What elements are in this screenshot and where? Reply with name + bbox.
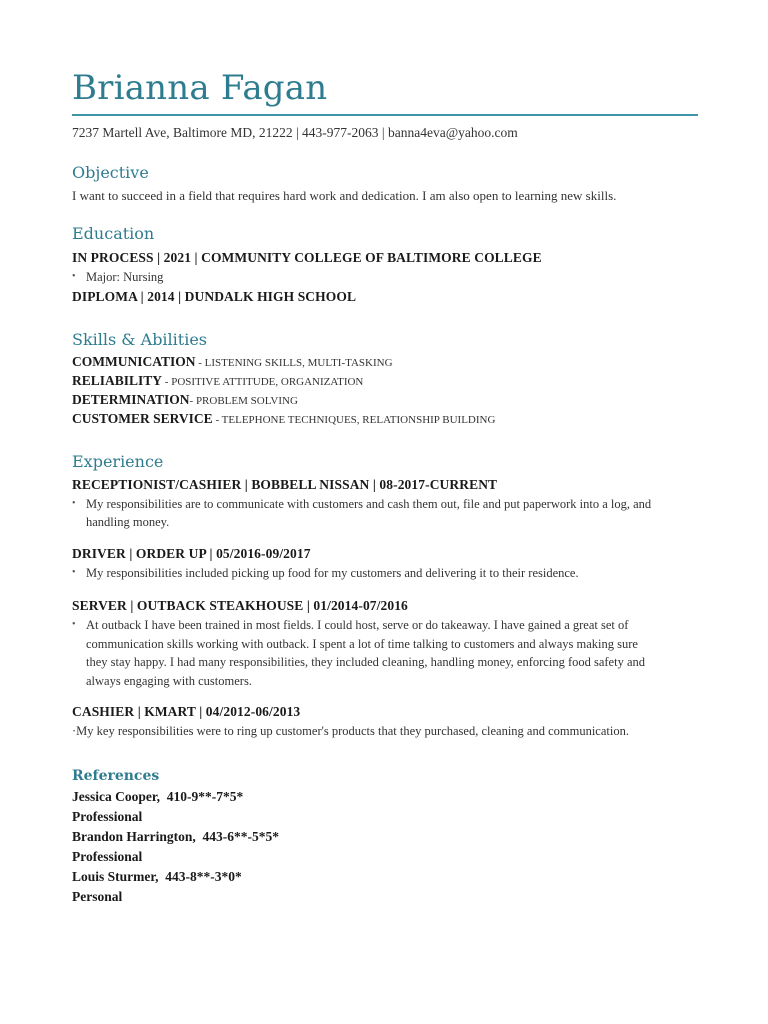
- reference-phone: 443-8**-3*0*: [165, 869, 242, 884]
- bullet-dot: •: [72, 271, 76, 282]
- skill-item: [72, 391, 698, 410]
- experience-bullet: [72, 495, 698, 532]
- references-heading: References: [72, 768, 160, 784]
- experience-entry-title: RECEPTIONIST/CASHIER | BOBBELL NISSAN | 08-2017-CURRENT: [72, 476, 498, 492]
- bullet-dot: •: [72, 619, 76, 630]
- skill-sep: -: [212, 413, 222, 426]
- skills-heading: Skills & Abilities: [72, 329, 208, 349]
- skill-key: COMMUNICATION: [72, 353, 196, 369]
- education-section: [72, 223, 698, 307]
- bullet-text: My responsibilities included picking up food for my customers and delivering it to their residence.: [86, 565, 579, 580]
- skills-section: [72, 329, 698, 429]
- reference-name: Louis Sturmer,: [72, 869, 159, 884]
- skill-key: RELIABILITY: [72, 372, 163, 388]
- bullet-text: always engaging with customers.: [86, 673, 252, 688]
- experience-entry-title: SERVER | OUTBACK STEAKHOUSE | 01/2014-07/2016: [72, 598, 408, 613]
- bullet-text: communication skills working with outback. I spent a lot of time talking to customers and always making sure: [86, 636, 638, 651]
- bullet-text: My responsibilities are to communicate with customers and cash them out, file and put paperwork into a log, and: [86, 496, 652, 511]
- skill-sep: -: [195, 356, 205, 369]
- education-heading: Education: [72, 224, 155, 243]
- skill-item: [72, 353, 698, 372]
- reference-name-line: [72, 867, 698, 887]
- education-detail: [72, 268, 698, 287]
- resume-page: [72, 66, 698, 907]
- skill-value: LISTENING SKILLS, MULTI-TASKING: [204, 356, 393, 369]
- objective-section: [72, 162, 698, 205]
- bullet-text: they stay happy. I had many responsibilities, they included cleaning, handling money, enforcing food safety and: [86, 655, 645, 669]
- reference-name: Brandon Harrington,: [72, 829, 196, 844]
- skill-value: TELEPHONE TECHNIQUES, RELATIONSHIP BUILDING: [221, 413, 496, 426]
- resume-name: Brianna Fagan: [72, 68, 328, 108]
- reference-type: Professional: [72, 809, 143, 824]
- education-entry-title: DIPLOMA | 2014 | DUNDALK HIGH SCHOOL: [72, 288, 357, 304]
- experience-entry-title: DRIVER | ORDER UP | 05/2016-09/2017: [72, 545, 311, 561]
- skill-item: [72, 410, 698, 429]
- reference-phone: 410-9**-7*5*: [166, 789, 244, 804]
- objective-text: I want to succeed in a field that requires hard work and dedication. I am also open to learning new skills.: [72, 188, 617, 203]
- skill-item: [72, 372, 698, 391]
- header-divider: [72, 114, 698, 116]
- bullet-dot: •: [72, 566, 76, 578]
- experience-bullet: [72, 616, 698, 690]
- experience-heading: Experience: [72, 451, 164, 471]
- experience-entry-title: CASHIER | KMART | 04/2012-06/2013: [72, 704, 301, 719]
- skill-value: POSITIVE ATTITUDE, ORGANIZATION: [171, 375, 364, 388]
- education-entry-title: IN PROCESS | 2021 | COMMUNITY COLLEGE OF BALTIMORE COLLEGE: [72, 250, 542, 265]
- bullet-text: handling money.: [86, 515, 170, 529]
- reference-phone: 443-6**-5*5*: [202, 829, 280, 844]
- skill-key: DETERMINATION: [72, 391, 190, 407]
- bullet-text: At outback I have been trained in most fields. I could host, serve or do takeaway. I have gained a great set of: [86, 618, 629, 632]
- skill-sep: -: [162, 375, 172, 388]
- objective-heading: Objective: [72, 163, 149, 182]
- experience-bullet: [72, 564, 698, 583]
- reference-name: Jessica Cooper,: [72, 789, 160, 804]
- bullet-dot: •: [72, 497, 76, 509]
- experience-inline-text: ·My key responsibilities were to ring up customer's products that they purchased, cleaning and communication.: [72, 724, 629, 738]
- reference-name-line: [72, 827, 698, 847]
- reference-name-line: [72, 787, 698, 807]
- references-section: [72, 765, 698, 907]
- reference-type: Professional: [72, 849, 143, 864]
- contact-line: 7237 Martell Ave, Baltimore MD, 21222 | 443-977-2063 | banna4eva@yahoo.com: [72, 125, 518, 140]
- skill-key: CUSTOMER SERVICE: [72, 410, 213, 426]
- skill-sep: -: [189, 394, 196, 407]
- reference-type: Personal: [72, 889, 123, 904]
- education-detail-text: Major: Nursing: [86, 270, 164, 284]
- experience-section: [72, 451, 698, 741]
- skill-value: PROBLEM SOLVING: [195, 394, 298, 407]
